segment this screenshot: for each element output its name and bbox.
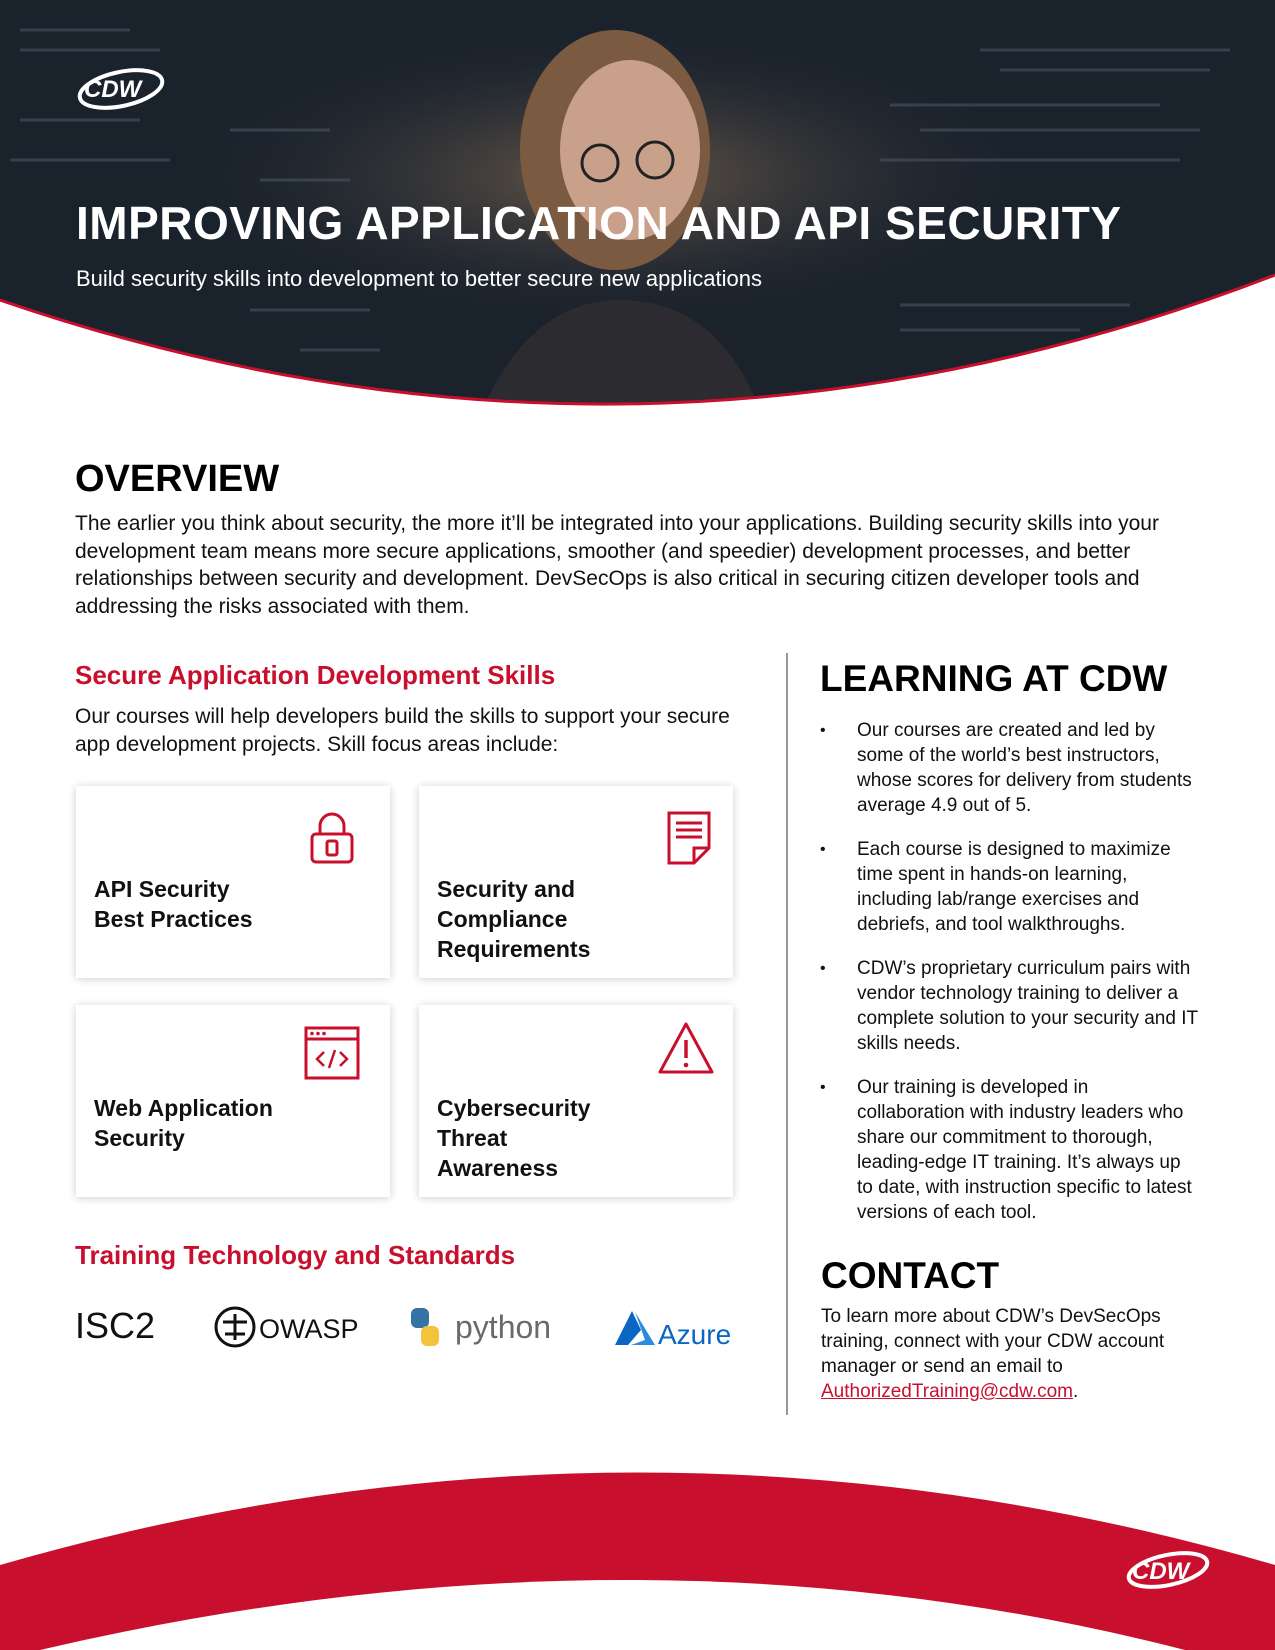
tech-heading: Training Technology and Standards [75, 1240, 516, 1270]
skills-intro: Our courses will help developers build the skills to support your secure app development projects. Skill focus areas include: [75, 705, 730, 756]
overview-heading: OVERVIEW [75, 458, 280, 500]
svg-text:CDW: CDW [1132, 1558, 1190, 1585]
footer-band [0, 1440, 1275, 1650]
hero-banner [0, 0, 1275, 440]
list-item: • Our courses are created and led by some of the world’s best instructors, whose scores for delivery from students average 4.9 out of 5. [820, 718, 1200, 818]
email-link[interactable]: AuthorizedTraining@cdw.com [821, 1381, 1073, 1402]
document-icon [666, 810, 712, 866]
code-window-icon [304, 1026, 360, 1080]
svg-text:Azure: Azure [658, 1319, 732, 1350]
svg-text:ISC2: ISC2 [75, 1305, 156, 1346]
contact-body: To learn more about CDW’s DevSecOps training, connect with your CDW account manager or send an email to [821, 1306, 1165, 1377]
skill-card-label: API Security Best Practices [94, 876, 253, 932]
svg-text:OWASP: OWASP [259, 1314, 359, 1344]
svg-text:python: python [455, 1309, 552, 1345]
skill-card-label: Web Application Security [94, 1095, 273, 1151]
list-item: • CDW’s proprietary curriculum pairs with vendor technology training to deliver a complete solution to your security and IT skills needs. [820, 956, 1200, 1056]
learning-heading: LEARNING AT CDW [820, 658, 1168, 699]
page-title: IMPROVING APPLICATION AND API SECURITY [76, 197, 1122, 249]
page-subtitle: Build security skills into development to better secure new applications [76, 266, 763, 291]
overview-text: The earlier you think about security, the more it’ll be integrated into your applications. Building security skills into your development team means more secure applications, smoother (and speedier) development processes, and better relationships between security and development. DevSecOps is also critical in securing citizen developer tools and addressing the risks associated with them. [75, 512, 1159, 618]
skill-card-label: Cybersecurity Threat Awareness [437, 1095, 591, 1181]
cdw-logo [76, 66, 166, 117]
python-logo [411, 1308, 551, 1346]
contact-end: . [1072, 1381, 1079, 1402]
list-item: • Each course is designed to maximize time spent in hands-on learning, including lab/range exercises and debriefs, and tool walkthroughs. [820, 837, 1200, 937]
list-item: • Our training is developed in collaboration with industry leaders who share our commitment to thorough, leading-edge IT training. It’s always up to date, with instruction specific to latest versions of each tool. [820, 1075, 1200, 1225]
learning-list [820, 718, 1200, 1244]
column-divider [786, 653, 788, 1415]
skill-card-label: Security and Compliance Requirements [437, 876, 591, 962]
skill-card-threat-awareness [419, 1005, 733, 1197]
azure-logo [615, 1311, 731, 1350]
svg-text:CDW: CDW [84, 76, 142, 103]
tech-logos [75, 1300, 755, 1360]
skill-card-compliance [419, 786, 733, 978]
owasp-logo [216, 1308, 359, 1346]
skill-card-api-security [76, 786, 390, 978]
contact-text [821, 1304, 1191, 1404]
contact-heading: CONTACT [821, 1255, 1000, 1296]
skill-card-web-security [76, 1005, 390, 1197]
warning-icon [657, 1020, 715, 1076]
lock-icon [309, 810, 355, 866]
skills-heading: Secure Application Development Skills [75, 660, 556, 690]
isc2-logo [75, 1305, 155, 1346]
